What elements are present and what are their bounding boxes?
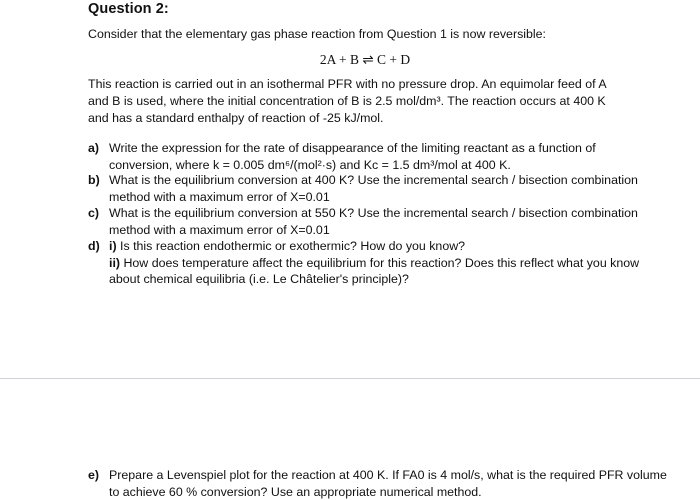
part-c-line2: method with a maximum error of X=0.01: [109, 222, 330, 237]
part-b-marker: b): [88, 173, 100, 187]
question-title: Question 2:: [88, 1, 169, 17]
part-a-line1: Write the expression for the rate of disappearance of the limiting reactant as a function of: [109, 141, 596, 155]
part-d-sub2: [109, 255, 658, 272]
part-d-sub2-line2: about chemical equilibria (i.e. Le Châtelier's principle)?: [109, 272, 409, 286]
part-e-line1: Prepare a Levenspiel plot for the reaction at 400 K. If FA0 is 4 mol/s, what is the required PFR volume: [109, 468, 667, 482]
reaction-equation: [0, 52, 700, 68]
part-a-marker: a): [88, 141, 100, 155]
question-intro: Consider that the elementary gas phase reaction from Question 1 is now reversible:: [88, 27, 546, 41]
part-d-sub2-text: How does temperature affect the equilibrium for this reaction? Does this reflect what you know: [120, 255, 640, 270]
part-e-marker: e): [88, 468, 100, 482]
part-d-sub1-text: Is this reaction endothermic or exothermic? How do you know?: [116, 239, 466, 253]
part-d: [88, 238, 658, 288]
part-d-marker: d): [88, 239, 100, 253]
part-e: [88, 467, 667, 500]
question-description: This reaction is carried out in an isothermal PFR with no pressure drop. An equimolar feed of A and B is used, where the initial concentration of B is 2.5 mol/dm³. The reaction occurs at 400 K and has a standard enthalpy of reaction of -25 kJ/mol.: [88, 77, 606, 125]
part-c: [88, 205, 658, 238]
part-b-line2: method with a maximum error of X=0.01: [109, 189, 330, 204]
part-c-marker: c): [88, 206, 100, 220]
part-a: [88, 140, 658, 173]
part-a-line2: conversion, where k = 0.005 dm⁶/(mol²·s) and Kc = 1.5 dm³/mol at 400 K.: [109, 157, 511, 172]
part-b-line1: What is the equilibrium conversion at 400 K? Use the incremental search / bisection combination: [109, 173, 638, 187]
part-e-line2: to achieve 60 % conversion? Use an appropriate numerical method.: [109, 484, 482, 499]
part-d-sub1-marker: i): [109, 239, 117, 253]
reaction-equation-text: 2A + B ⇌ C + D: [319, 52, 411, 67]
part-d-sub2-marker: ii): [109, 255, 121, 270]
part-d-sub1: [109, 238, 658, 255]
part-c-line1: What is the equilibrium conversion at 550 K? Use the incremental search / bisection combination: [109, 206, 638, 220]
part-b: [88, 172, 658, 205]
